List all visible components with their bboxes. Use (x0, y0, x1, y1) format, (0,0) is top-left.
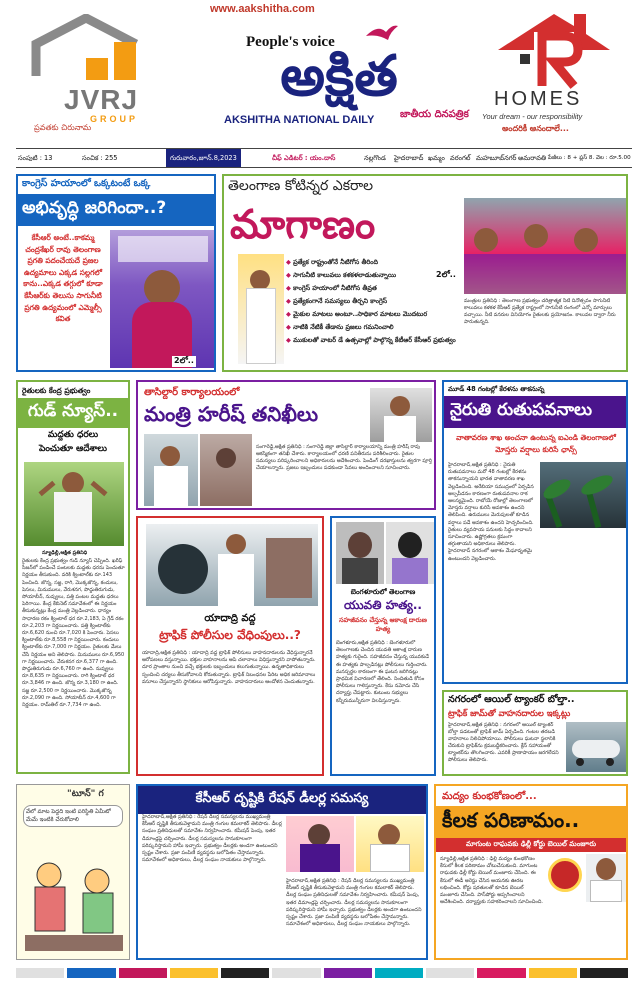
ration-photo-2[interactable] (356, 816, 424, 872)
city-2: హైదరాబాద్ (394, 154, 424, 162)
cartoon-caption: వేలో మాట పెద్దది ఇంటి పరిస్థితి ఏమీటో మేమే ఇంటికి చేరుకోవాలి (23, 805, 123, 827)
jvrj-group: GROUP (90, 114, 139, 124)
story2-kicker: తెలంగాణ కోటిన్నర ఎకరాల (228, 178, 374, 194)
story3-sub2: పెంచుతూ ఆదేశాలు (38, 444, 108, 454)
info-bar (16, 148, 632, 168)
tanker-photo[interactable] (566, 722, 626, 772)
bullet-item: ◆ సాగునీటి కాలువలు కళకళలాడుతున్నాయి (286, 271, 397, 279)
story10-body: న్యూఢిల్లీ,ఆక్షిత ప్రతినిధి : ఢిల్లీ మద్యం కుంభకోణం కేసులో కీలక పరిణామం చోటుచేసుకుంది. మాగుంట రాఘవకు ఢిల్లీ కోర్టు బెయిల్ మంజూరు చేసింది. ఈ కేసులో ఈడీ అరెస్టు చేసిన ఆయనకు ఊరట లభించింది. కోర్టు షరతులతో కూడిన బెయిల్ మంజూరు చేసింది. పాస్‌పోర్టు అప్పగించాలని ఆదేశించింది. దర్యాప్తుకు సహకరించాలని సూచించింది. (440, 856, 543, 906)
story7-kicker: బెంగళూరులో తెలంగాణ (350, 588, 416, 596)
story-traffic-police[interactable] (136, 516, 324, 776)
r-homes-brand: HOMES (494, 88, 583, 110)
r-homes-ad[interactable] (480, 10, 630, 138)
r-homes-logo-icon (494, 10, 614, 90)
story7-sub: సహజీవనం చేస్తున్న ఆకాంక్ష దారుణ హత్య (339, 616, 427, 633)
cartoon-drawing-icon (21, 851, 127, 955)
story4-headline: మంత్రి హరీష్ తనిఖీలు (144, 402, 319, 426)
victim-photo-1[interactable] (336, 522, 384, 584)
story8-body: హైదరాబాద్,ఆక్షిత ప్రతినిధి : నగరంలో ఆయిల్ ట్యాంకర్ బోల్తా పడటంతో ట్రాఫిక్ జామ్ ఏర్పడింది. గంటల తరబడి వాహనాలు నిలిచిపోయాయి. పోలీసులు ఘటనా స్థలానికి చేరుకుని ట్రాఫిక్‌ను క్రమబద్ధీకరించారు. క్రేన్ సహాయంతో ట్యాంకర్‌ను తొలగించారు. ఎవరికీ ప్రాణాపాయం జరగలేదని పోలీసులు తెలిపారు. (448, 722, 559, 763)
farmer-photo[interactable] (24, 462, 124, 546)
jvrj-ad[interactable] (20, 14, 170, 134)
story3-headline: గుడ్ న్యూస్.. (18, 398, 128, 428)
ktr-photo[interactable] (238, 254, 284, 364)
story9-title: కేసీఆర్ దృష్టికి రేషన్ డీలర్ల సమస్య (138, 786, 426, 814)
story1-page-ref: 2లో.. (174, 356, 194, 365)
story3-byline: న్యూఢిల్లీ,ఆక్షిత ప్రతినిధి (42, 550, 88, 556)
bullet-item: ◆ ప్రత్యేక రాష్ట్రంతోనే నీటిగోస తీరింది (286, 258, 378, 266)
story5-kicker: మూడ్ 48 గంటల్లో కేరళను తాకనున్న (448, 385, 545, 393)
story2-page-ref: 2లో.. (436, 270, 456, 279)
story5-headline: నైరుతి రుతుపవనాలు (444, 396, 626, 428)
website-url[interactable]: www.aakshitha.com (210, 3, 315, 15)
story4-body: సంగారెడ్డి,ఆక్షిత ప్రతినిధి : సంగారెడ్డి జిల్లా తాసిల్దార్ కార్యాలయాన్ని మంత్రి హరీష్ రావు ఆకస్మికంగా తనిఖీ చేశారు. కార్యాలయంలో ధరణి పనితీరును పరిశీలించారు. రైతుల సమస్యలు పరిష్కరించాలని అధికారులను ఆదేశించారు. పెండింగ్ దరఖాస్తులను త్వరగా పూర్తి చేయాలన్నారు. ప్రజలు ఇబ్బందులు పడకుండా సేవలు అందించాలని సూచించారు. (256, 444, 432, 471)
story-harish[interactable] (136, 380, 436, 510)
jvrj-house-icon (26, 14, 166, 84)
bullet-item: ◆ కాంగ్రెస్ హయాంలో నీటిగోస తీవ్రత (286, 284, 377, 292)
story7-body: బెంగళూరు,ఆక్షిత ప్రతినిధి : బెంగళూరులో తెలంగాణకు చెందిన యువతి ఆకాంక్ష దారుణ హత్యకు గురైంది. సహజీవనం చేస్తున్న యువకుడే ఈ హత్యకు పాల్పడినట్లు పోలీసులు గుర్తించారు. మనస్పర్థల కారణంగా ఈ ఘటన జరిగినట్లు ప్రాథమిక విచారణలో తేలింది. నిందితుడి కోసం పోలీసులు గాలిస్తున్నారు. కేసు నమోదు చేసి దర్యాప్తు చేపట్టారు. కుటుంబ సభ్యులు కన్నీరుమున్నీరుగా విలపిస్తున్నారు. (336, 640, 430, 704)
story1-kicker: కాంగ్రెస్ హయాంలో ఒక్కటంటే ఒక్క (22, 178, 151, 189)
story6-kicker: యాదాద్రి వద్ద (204, 613, 256, 624)
tagline: People's voice (246, 34, 335, 50)
story-kavitha[interactable] (16, 174, 216, 372)
harish-photo-3[interactable] (370, 388, 432, 442)
subtitle-en: AKSHITHA NATIONAL DAILY (224, 114, 375, 126)
issue: సంచిక : 255 (82, 154, 118, 162)
story9-body: హైదరాబాద్,ఆక్షిత ప్రతినిధి : రేషన్ డీలర్ల సమస్యలను ముఖ్యమంత్రి కేసీఆర్ దృష్టికి తీసుకువెళ్తామని మంత్రి గంగుల కమలాకర్ తెలిపారు. డీలర్ల సంఘం ప్రతినిధులతో సమావేశం నిర్వహించారు. కమీషన్ పెంపు, ఇతర డిమాండ్లపై చర్చించారు. డీలర్ల సమస్యలను సానుకూలంగా పరిష్కరిస్తామని హామీ ఇచ్చారు. ప్రభుత్వం డీలర్లకు అండగా ఉంటుందని స్పష్టం చేశారు. ప్రజా పంపిణీ వ్యవస్థను బలోపేతం చేస్తామన్నారు. సమావేశంలో అధికారులు, డీలర్ల సంఘం నాయకులు పాల్గొన్నారు. (142, 814, 282, 864)
story1-summary: కేసీఆర్ అంటే..కాకమ్మ చంద్రశేఖర్ రావు తెలంగాణ ప్రగతి పదంచేయదే ప్రజల ఉద్యమాలు ఎక్కడ సల్లగలో కాను..ఎక్కడ తగ్గులో కూడా కేసీఆర్‌కు తెలుసు సాగునీటి ప్రగతి ఉద్యమంలో ఎమ్మెల్సీ కవిత (23, 233, 103, 324)
story9-body-2: హైదరాబాద్,ఆక్షిత ప్రతినిధి : రేషన్ డీలర్ల సమస్యలను ముఖ్యమంత్రి కేసీఆర్ దృష్టికి తీసుకువెళ్తామని మంత్రి గంగుల కమలాకర్ తెలిపారు. డీలర్ల సంఘం ప్రతినిధులతో సమావేశం నిర్వహించారు. కమీషన్ పెంపు, ఇతర డిమాండ్లపై చర్చించారు. డీలర్ల సమస్యలను సానుకూలంగా పరిష్కరిస్తామని హామీ ఇచ్చారు. ప్రభుత్వం డీలర్లకు అండగా ఉంటుందని స్పష్టం చేశారు. ప్రజా పంపిణీ వ్యవస్థను బలోపేతం చేస్తామన్నారు. సమావేశంలో అధికారులు, డీలర్ల సంఘం నాయకులు పాల్గొన్నారు. (286, 878, 422, 928)
color-registration-bar (16, 968, 628, 978)
city-3: ఖమ్మం (428, 154, 445, 162)
city-6: అమరావతి (518, 154, 547, 162)
harish-photo-1[interactable] (144, 434, 198, 506)
city-1: నల్లగొండ (364, 154, 386, 162)
jvrj-slogan: ప్రవతకు చిరునామ (34, 123, 92, 132)
chief-editor: చీఫ్ ఎడిటర్ : యం.దాస్ (272, 154, 336, 162)
r-homes-slogan-te: అందరికీ ఆనందాలే... (502, 124, 569, 133)
cartoon-box[interactable] (16, 784, 130, 960)
volume: సంపుటి : 13 (18, 154, 53, 162)
victim-photo-2[interactable] (386, 522, 434, 584)
story-oil-tanker[interactable] (442, 690, 628, 776)
story5-sub: వాతావరణ శాఖ అంచనా ఉంటున్న ఐఎండి తెలంగాణలో మోస్తరు వర్షాలు కురిసే ఛాన్స్ (456, 433, 616, 454)
jvrj-brand: JVRJ (64, 84, 139, 115)
traffic-police-photo[interactable] (146, 524, 318, 606)
city-5: మహబూబ్‌నగర్ (476, 154, 517, 162)
story2-caption: మంత్రుల ప్రతినిధి : తెలంగాణ ప్రభుత్వం చరిత్రాత్మక నీటి దినోత్సవం సాగునీటి కాలువలు కళకళ కేసీఆర్ ప్రత్యేక రాష్ట్రంలో సాగునీటి రంగంలో ఎన్నో మార్పులు వచ్చాయి. నీటి వనరుల వినియోగం రైతులకు ప్రయోజనం. కాలువల ద్వారా నీరు పారుతున్నది. (464, 298, 616, 325)
bullet-item: ◆ నాటికి నేటికీ తేడాను ప్రజలు గమనించాలి (286, 323, 394, 331)
story6-headline: ట్రాఫిక్ పోలీసుల వేధింపులు..? (159, 628, 301, 642)
cartoon-title: "టూన్" గ (67, 789, 104, 799)
story2-headline: మాగాణం (230, 202, 376, 248)
court-seal-icon (548, 858, 582, 892)
bullet-item: ◆ ముకులతో వాటర్ డే ఉత్సవాల్లో పాల్గొన్న కేటీఆర్ కేసీఆర్ ప్రభుత్వం (286, 336, 456, 344)
storm-photo[interactable] (540, 462, 626, 528)
story4-kicker: తాసిల్దార్ కార్యాలయంలో (144, 387, 240, 398)
story10-kicker: మద్యం కుంభకోణంలో... (442, 791, 537, 802)
story8-kicker: నగరంలో ఆయిల్ ట్యాంకర్ బోల్తా.. (448, 694, 575, 705)
story3-kicker: రైతులకు కేంద్ర ప్రభుత్వం (22, 386, 91, 395)
story7-headline: యువతి హత్య.. (344, 598, 422, 612)
masthead-logo: అక్షిత (280, 44, 398, 109)
bullet-item: ◆ మైకుల మాటలు అంటూ..సాధికార మాటలు మొదటుర (286, 310, 428, 318)
story-monsoon[interactable] (442, 380, 628, 684)
bullet-item: ◆ ప్రత్యేకంగానే సమస్యలు తీర్చని కాంగ్రెస్ (286, 297, 388, 305)
story10-headline: కీలక పరిణామం.. (436, 806, 626, 839)
masthead (0, 0, 640, 148)
story6-body: యాదాద్రి,ఆక్షిత ప్రతినిధి : యాదాద్రి వద్ద ట్రాఫిక్ పోలీసులు వాహనదారులను వేధిస్తున్నారనే ఆరోపణలు వస్తున్నాయి. భక్తుల వాహనాలను ఆపి చలానాలు విధిస్తున్నారని వాపోతున్నారు. దూర ప్రాంతాల నుంచి వచ్చే భక్తులకు ఇబ్బందులు కలుగుతున్నాయి. ఉన్నతాధికారులు స్పందించి చర్యలు తీసుకోవాలని కోరుతున్నారు. ట్రాఫిక్ నిబంధనల పేరిట అధిక జరిమానాలు వసూలు చేస్తున్నారని స్థానికులు ఆరోపిస్తున్నారు. వాహనదారులు ఆందోళన చెందుతున్నారు. (142, 650, 316, 685)
story3-body: రైతులకు కేంద్ర ప్రభుత్వం గుడ్ న్యూస్ చెప్పింది. ఖరీఫ్ సీజన్‌లో పండించే పంటలకు మద్దతు ధరను పెంచుతూ నిర్ణయం తీసుకుంది. వరికి క్వింటాల్‌కు రూ.143 పెంచింది. జొన్న, సజ్జ, రాగి, మొక్కజొన్న, కందులు, పెసలు, మినుములు, వేరుశనగ, పొద్దుతిరుగుడు, సోయాబీన్, నువ్వులు, పత్తి పంటల మద్దతు ధరలు పెరిగాయి. కేంద్ర కేబినెట్ సమావేశంలో ఈ నిర్ణయం తీసుకున్నట్లు కేంద్ర మంత్రి వెల్లడించారు. ధాన్యం సాధారణ రకం క్వింటాల్ ధర రూ.2,183, ఏ గ్రేడ్ రకం రూ.2,203 గా నిర్ణయించారు. పత్తి క్వింటాల్‌కు రూ.6,620 నుంచి రూ.7,020 కి పెంచారు. పెసలు క్వింటాల్‌కు రూ.8,558 గా నిర్ణయించారు. కందులు క్వింటాల్‌కు రూ.7,000 గా నిర్ణయం. రైతులకు మేలు చేసే నిర్ణయం అని తెలిపారు. మినుములు రూ.6,950 గా నిర్ణయించారు. వేరుశనగ రూ.6,377 గా ఉంది. పొద్దుతిరుగుడు రూ.6,760 గా ఉంది. నువ్వులు రూ.8,635 గా నిర్ణయించారు. రాగి క్వింటాల్ ధర రూ.3,846 గా ఉంది. జొన్న రూ.3,180 గా ఉంది. సజ్జ రూ.2,500 గా నిర్ణయించారు. మొక్కజొన్న రూ.2,090 గా ఉంది. సోయాబీన్ రూ.4,600 గా నిర్ణయం. రామ్‌తిల్ రూ.7,734 గా ఉంది. (22, 558, 125, 709)
r-homes-slogan-en: Your dream - our responsibility (482, 112, 583, 121)
story-murder[interactable] (330, 516, 436, 776)
story-liquor-scam[interactable] (434, 784, 628, 960)
ration-photo-1[interactable] (286, 816, 354, 872)
price: పేజీలు : 8 + ప్లస్ 8. వెల : రూ.5.00 (548, 155, 631, 161)
story-ration-dealers[interactable] (136, 784, 428, 960)
story-good-news[interactable] (16, 380, 130, 774)
issue-date: గురువారం,జూన్.8,2023 (166, 149, 241, 167)
kavitha-photo[interactable] (110, 230, 214, 368)
crowd-photo[interactable] (464, 198, 628, 294)
story5-body: హైదరాబాద్,ఆక్షిత ప్రతినిధి : నైరుతి రుతుపవనాలు మరో 48 గంటల్లో కేరళను తాకనున్నాయని భారత వాతావరణ శాఖ వెల్లడించింది. అరేబియా సముద్రంలో ఏర్పడిన అల్పపీడనం కారణంగా రుతుపవనాల రాక ఆలస్యమైంది. రాబోయే రోజుల్లో తెలంగాణలో మోస్తరు వర్షాలు కురిసే అవకాశం ఉందని తెలిపింది. ఉరుములు మెరుపులతో కూడిన వర్షాలు పడే అవకాశం ఉందని హెచ్చరించింది. రైతులు వ్యవసాయ పనులకు సిద్ధం కావాలని సూచించారు. ఉష్ణోగ్రతలు క్రమంగా తగ్గుతాయని అధికారులు తెలిపారు. హైదరాబాద్ నగరంలో ఆకాశం మేఘావృతమై ఉంటుందని వెల్లడించారు. (448, 462, 534, 562)
story1-headline: అభివృద్ధి జరిగిందా..? (18, 194, 214, 226)
story3-sub1: మద్దతు ధరలు (47, 430, 99, 440)
raghava-photo[interactable] (586, 854, 626, 902)
city-4: వరంగల్ (450, 154, 471, 162)
subtitle-te: జాతీయ దినపత్రిక (400, 109, 469, 120)
story8-headline: ట్రాఫిక్ జామ్‌తో వాహనదారుల ఇక్కట్లు (448, 708, 571, 718)
bird-icon (364, 22, 400, 44)
story10-sub: మాగుంట రాఘవకు ఢిల్లీ కోర్టు బెయిల్ మంజూరు (436, 838, 626, 852)
story-maganam[interactable] (222, 174, 628, 372)
harish-photo-2[interactable] (200, 434, 252, 506)
